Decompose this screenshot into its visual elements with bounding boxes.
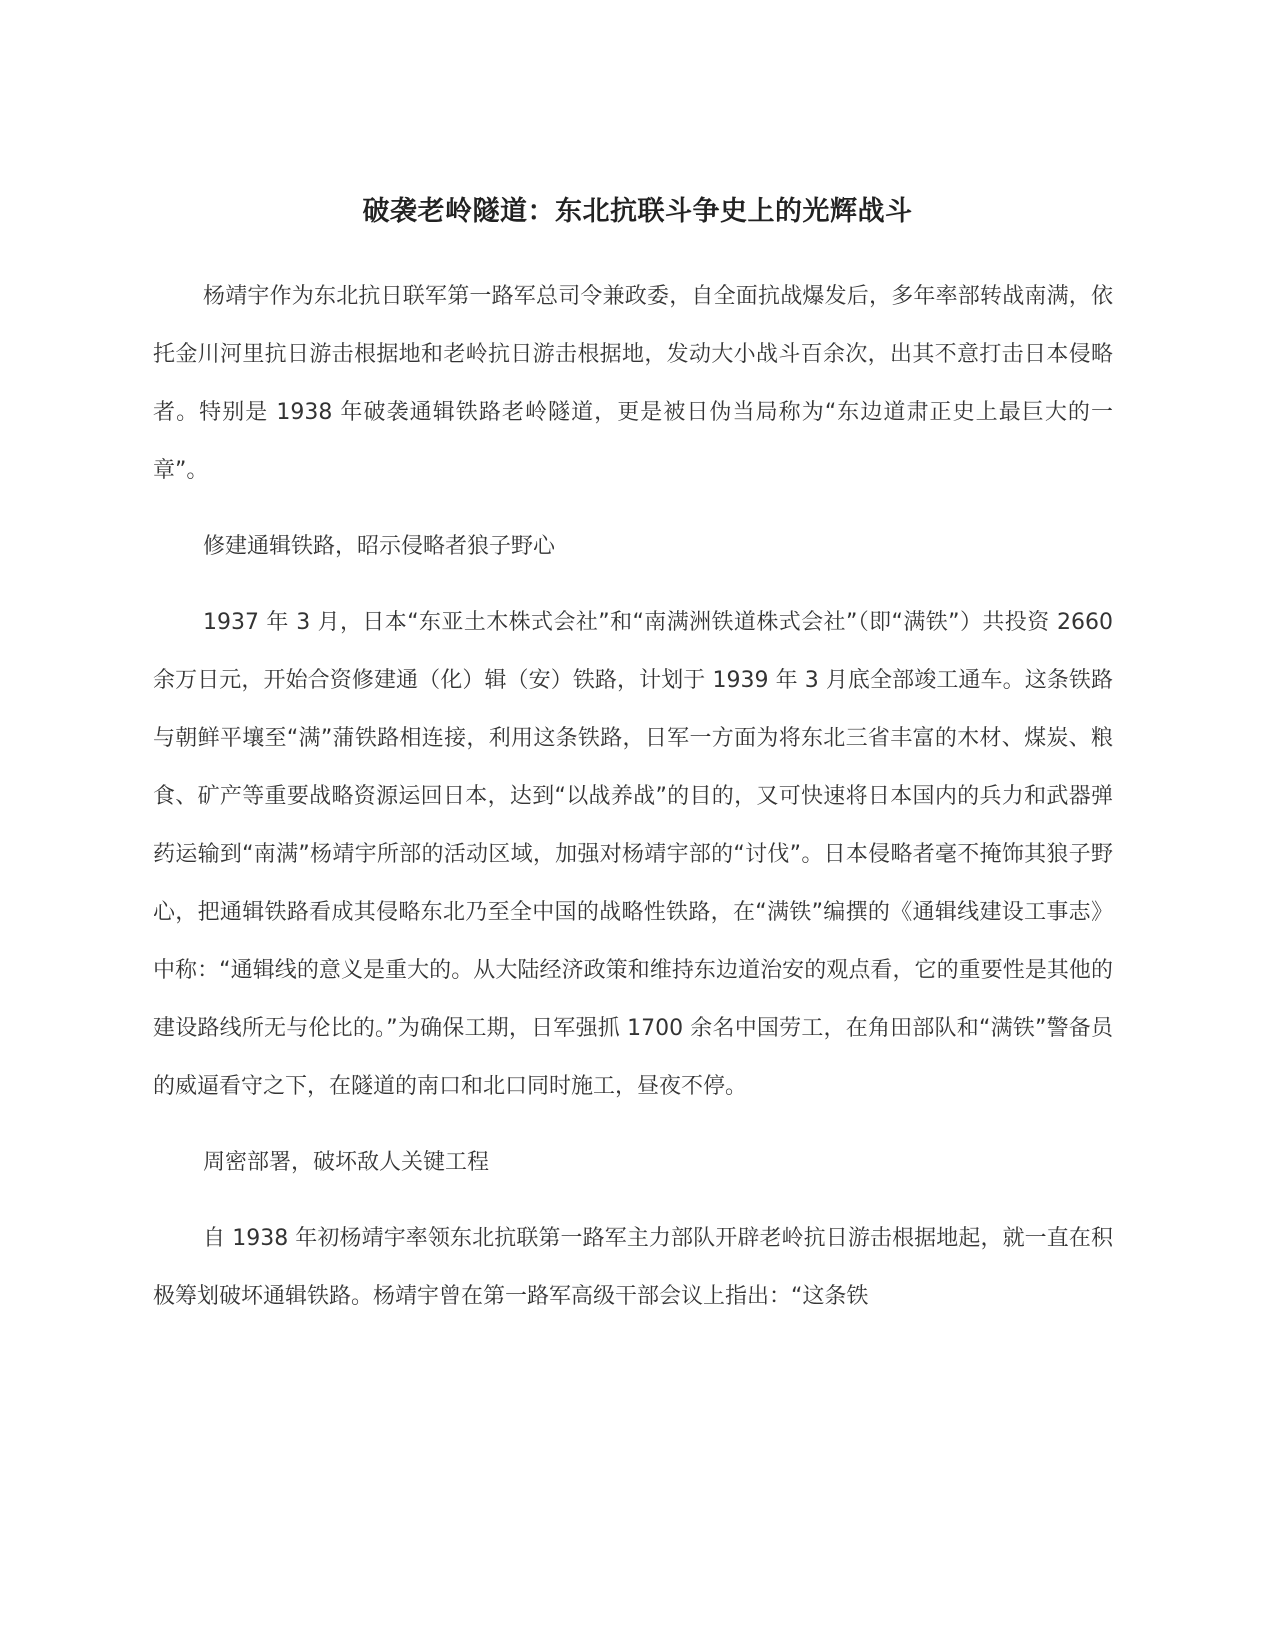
section-heading-railway: 修建通辑铁路，昭示侵略者狼子野心 [203, 534, 556, 559]
document-title: 破袭老岭隧道：东北抗联斗争史上的光辉战斗 [362, 196, 913, 227]
paragraph-deployment: 自 1938 年初杨靖宇率领东北抗联第一路军主力部队开辟老岭抗日游击根据地起，就一直在积极筹划破坏通辑铁路。杨靖宇曾在第一路军高级干部会议上指出：“这条铁 [153, 1226, 1113, 1309]
document-body [153, 268, 1113, 1344]
paragraph-intro: 杨靖宇作为东北抗日联军第一路军总司令兼政委，自全面抗战爆发后，多年率部转战南满，依托金川河里抗日游击根据地和老岭抗日游击根据地，发动大小战斗百余次，出其不意打击日本侵略者。特别是 1938 年破袭通辑铁路老岭隧道，更是被日伪当局称为“东边道肃正史上最巨大的一章”。 [153, 284, 1113, 483]
paragraph-railway: 1937 年 3 月，日本“东亚土木株式会社”和“南满洲铁道株式会社”（即“满铁”）共投资 2660 余万日元，开始合资修建通（化）辑（安）铁路，计划于 1939 年 3 月底全部竣工通车。这条铁路与朝鲜平壤至“满”蒲铁路相连接，利用这条铁路，日军一方面为将东北三省丰富的木材、煤炭、粮食、矿产等重要战略资源运回日本，达到“以战养战”的目的，又可快速将日本国内的兵力和武器弹药运输到“南满”杨靖宇所部的活动区域，加强对杨靖宇部的“讨伐”。日本侵略者毫不掩饰其狼子野心，把通辑铁路看成其侵略东北乃至全中国的战略性铁路，在“满铁”编撰的《通辑线建设工事志》中称：“通辑线的意义是重大的。从大陆经济政策和维持东边道治安的观点看，它的重要性是其他的建设路线所无与伦比的。”为确保工期，日军强抓 1700 余名中国劳工，在角田部队和“满铁”警备员的威逼看守之下，在隧道的南口和北口同时施工，昼夜不停。 [153, 610, 1113, 1099]
section-heading-deployment: 周密部署，破坏敌人关键工程 [203, 1150, 490, 1175]
